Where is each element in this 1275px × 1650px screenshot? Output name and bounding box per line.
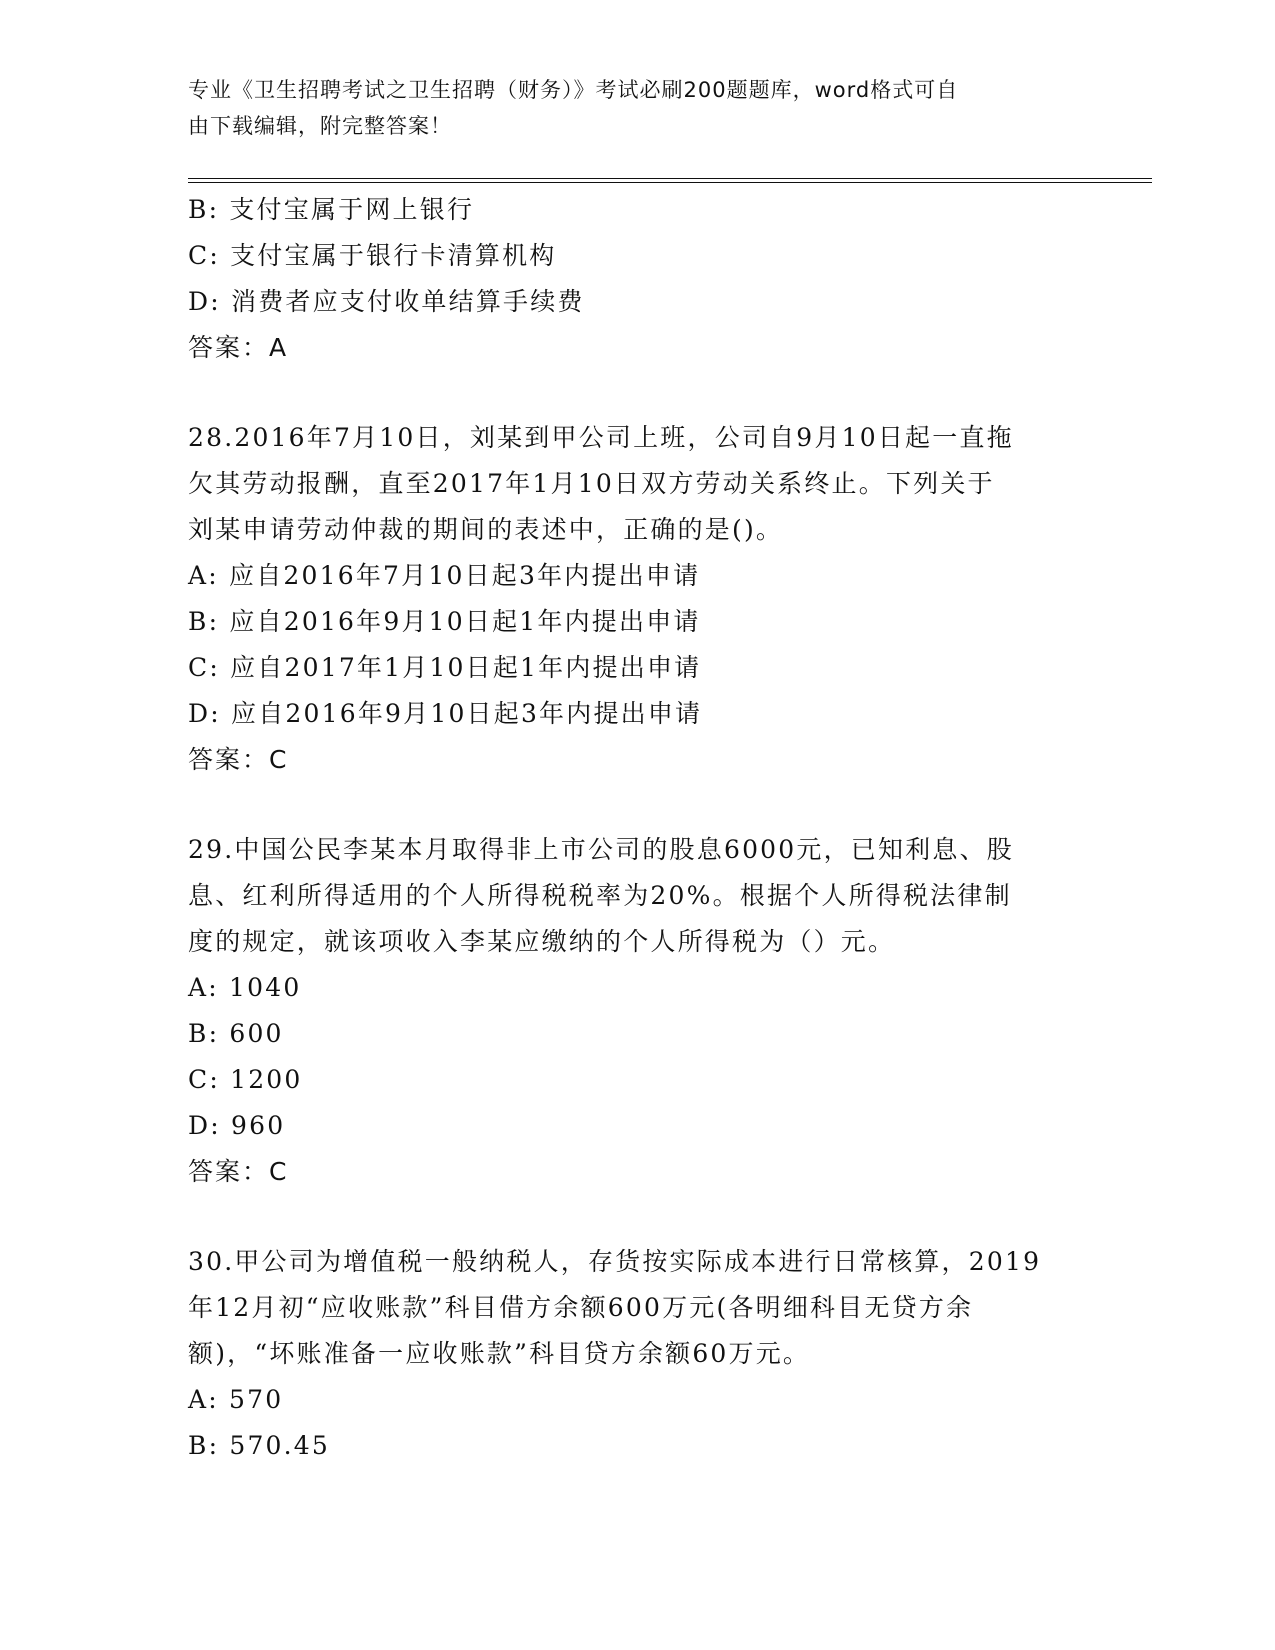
option-a: A: 应自2016年7月10日起3年内提出申请 <box>188 561 701 590</box>
question-stem-line: 29.中国公民李某本月取得非上市公司的股息6000元，已知利息、股 <box>188 835 1014 864</box>
question-stem-line: 度的规定，就该项收入李某应缴纳的个人所得税为（）元。 <box>188 927 896 956</box>
spacer <box>188 371 1088 415</box>
answer-line: 答案：C <box>188 745 289 774</box>
option-b: B: 支付宝属于网上银行 <box>188 195 475 224</box>
question-stem-line: 额)，“坏账准备一应收账款”科目贷方余额60万元。 <box>188 1339 811 1368</box>
option-d: D: 消费者应支付收单结算手续费 <box>188 287 585 316</box>
option-b: B: 570.45 <box>188 1431 331 1460</box>
spacer <box>188 783 1088 827</box>
option-c: C: 支付宝属于银行卡清算机构 <box>188 241 557 270</box>
spacer <box>188 1195 1088 1239</box>
option-b: B: 600 <box>188 1019 284 1048</box>
option-c: C: 应自2017年1月10日起1年内提出申请 <box>188 653 702 682</box>
question-stem-line: 刘某申请劳动仲裁的期间的表述中，正确的是()。 <box>188 515 784 544</box>
question-27-continued <box>188 187 1088 371</box>
document-header: 专业《卫生招聘考试之卫生招聘（财务）》考试必刷200题题库，word格式可自 由下载编辑，附完整答案！ <box>188 78 959 138</box>
question-stem-line: 28.2016年7月10日，刘某到甲公司上班，公司自9月10日起一直拖 <box>188 423 1014 452</box>
question-stem-line: 息、红利所得适用的个人所得税税率为20%。根据个人所得税法律制 <box>188 881 1012 910</box>
question-30 <box>188 1239 1088 1469</box>
question-29 <box>188 827 1088 1195</box>
option-b: B: 应自2016年9月10日起1年内提出申请 <box>188 607 701 636</box>
question-28 <box>188 415 1088 783</box>
option-a: A: 570 <box>188 1385 284 1414</box>
header-rule-top <box>188 178 1152 179</box>
answer-line: 答案：A <box>188 333 289 362</box>
option-d: D: 960 <box>188 1111 286 1140</box>
option-d: D: 应自2016年9月10日起3年内提出申请 <box>188 699 703 728</box>
answer-line: 答案：C <box>188 1157 289 1186</box>
question-stem-line: 年12月初“应收账款”科目借方余额600万元(各明细科目无贷方余 <box>188 1293 974 1322</box>
option-a: A: 1040 <box>188 973 302 1002</box>
document-body <box>188 187 1088 1469</box>
question-stem-line: 欠其劳动报酬，直至2017年1月10日双方劳动关系终止。下列关于 <box>188 469 995 498</box>
option-c: C: 1200 <box>188 1065 303 1094</box>
question-stem-line: 30.甲公司为增值税一般纳税人，存货按实际成本进行日常核算，2019 <box>188 1247 1042 1276</box>
header-rule-bottom <box>188 182 1152 183</box>
